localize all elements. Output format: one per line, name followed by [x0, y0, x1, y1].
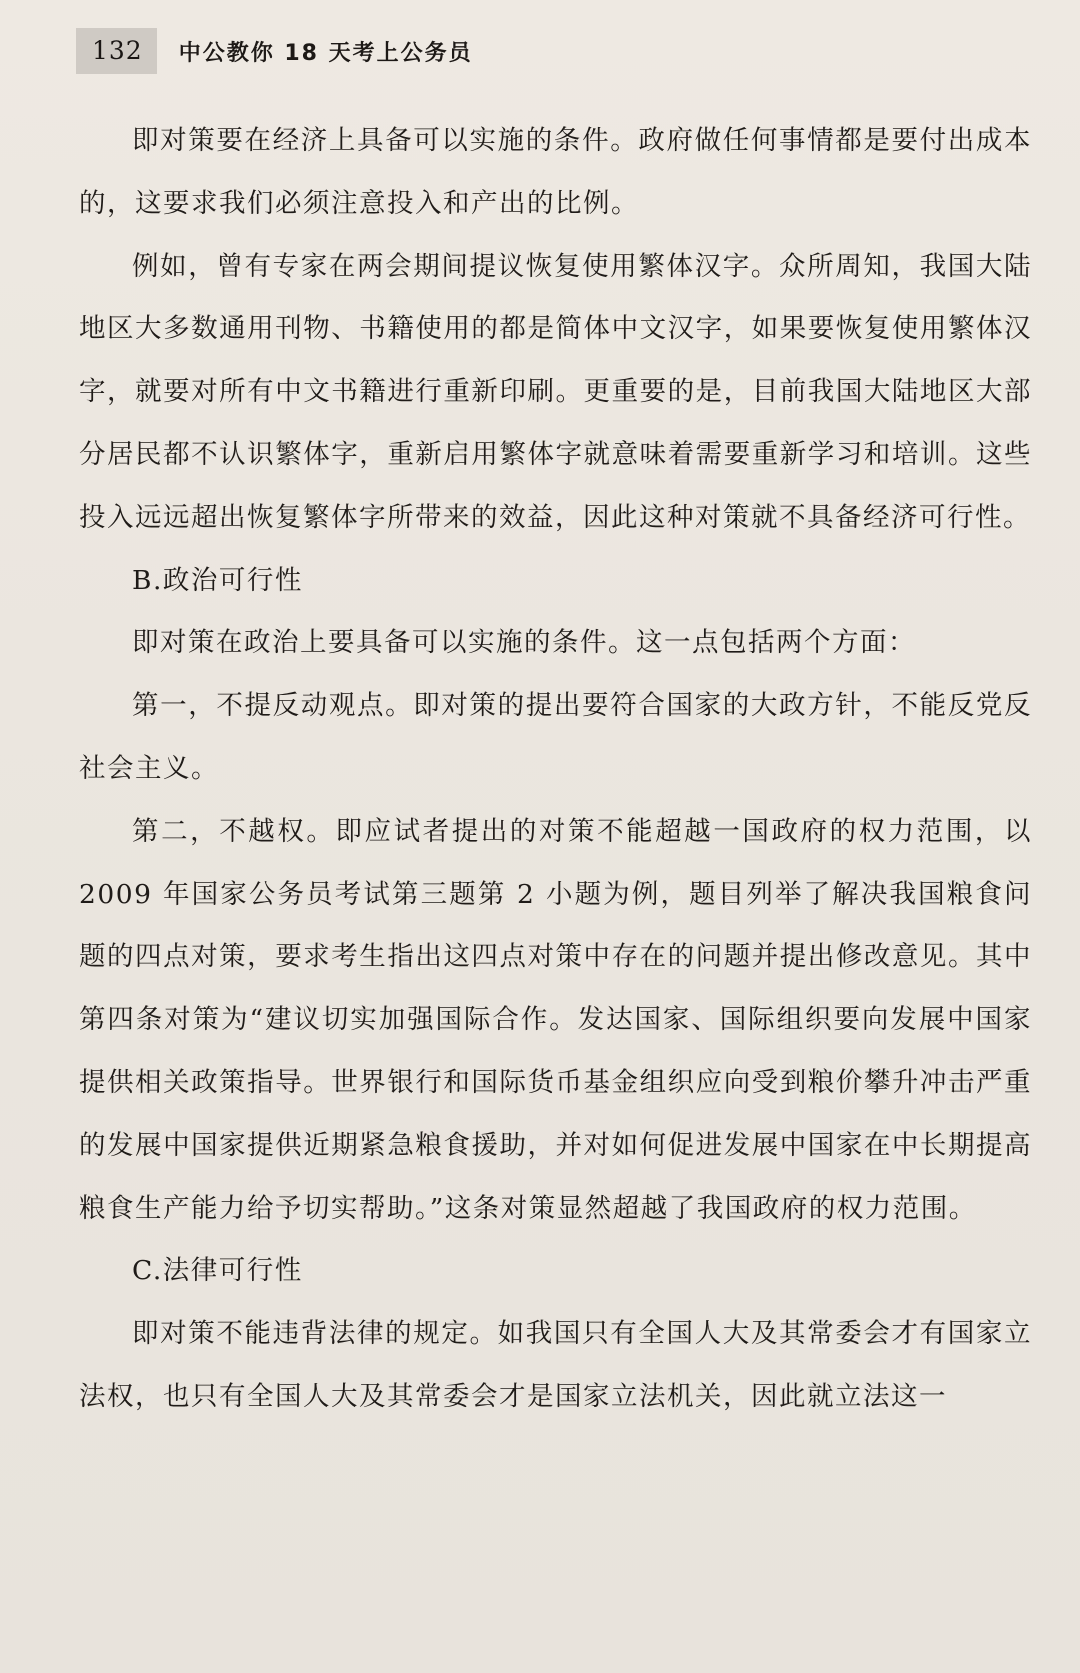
page-number: 132	[76, 28, 157, 74]
paragraph-political-definition: 即对策在政治上要具备可以实施的条件。这一点包括两个方面：	[132, 627, 916, 659]
paragraph-point-two: 第二，不越权。即应试者提出的对策不能超越一国政府的权力范围，以 2009 年国家公务员考试第三题第 2 小题为例，题目列举了解决我国粮食问题的四点对策，要求考生指出这四点对策中存在的问题并提出修改意见。其中第四条对策为“建议切实加强国际合作。发达国家、国际组织要向发展中国家提供相关政策指导。世界银行和国际货币基金组织应向受到粮价攀升冲击严重的发展中国家提供近期紧急粮食援助，并对如何促进发展中国家在中长期提高粮食生产能力给予切实帮助。”这条对策显然超越了我国政府的权力范围。	[79, 815, 1032, 1224]
heading-legal-feasibility: C.法律可行性	[132, 1255, 303, 1287]
paragraph-traditional-characters-example: 例如，曾有专家在两会期间提议恢复使用繁体汉字。众所周知，我国大陆地区大多数通用刊物、书籍使用的都是简体中文汉字，如果要恢复使用繁体汉字，就要对所有中文书籍进行重新印刷。更重要的是，目前我国大陆地区大部分居民都不认识繁体字，重新启用繁体字就意味着需要重新学习和培训。这些投入远远超出恢复繁体字所带来的效益，因此这种对策就不具备经济可行性。	[79, 250, 1032, 533]
heading-political-feasibility: B.政治可行性	[132, 564, 303, 596]
paragraph-economic-definition: 即对策要在经济上具备可以实施的条件。政府做任何事情都是要付出成本的，这要求我们必须注意投入和产出的比例。	[79, 125, 1032, 219]
body-text	[79, 110, 1032, 1429]
running-title: 中公教你 18 天考上公务员	[178, 40, 473, 66]
paragraph-point-one: 第一，不提反动观点。即对策的提出要符合国家的大政方针，不能反党反社会主义。	[79, 690, 1032, 784]
page-header	[76, 28, 473, 74]
paragraph-legal-definition: 即对策不能违背法律的规定。如我国只有全国人大及其常委会才有国家立法权，也只有全国人大及其常委会才是国家立法机关，因此就立法这一	[79, 1318, 1032, 1412]
